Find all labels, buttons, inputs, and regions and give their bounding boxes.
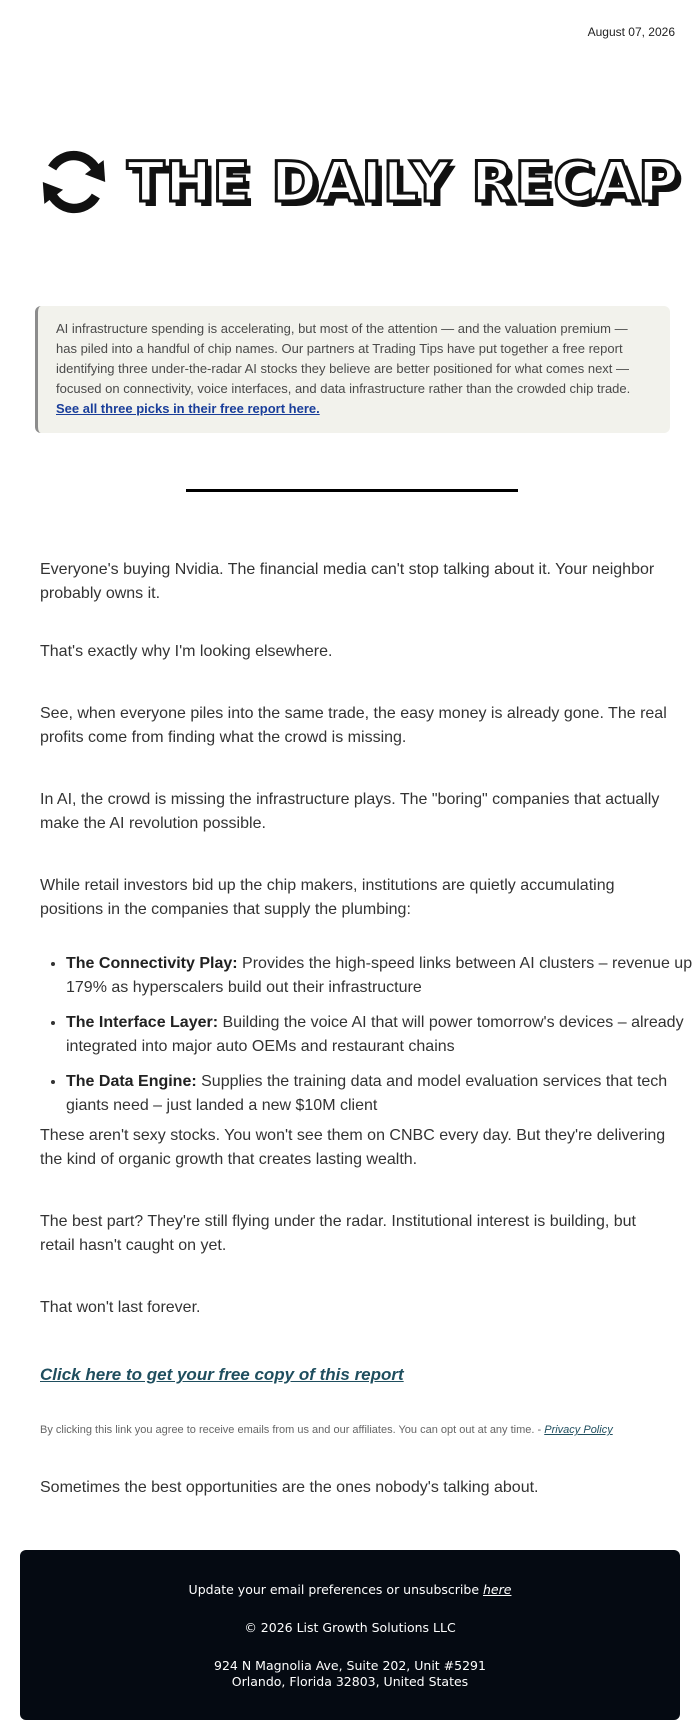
body-paragraph-5: While retail investors bid up the chip makers, institutions are quietly accumulating positions in the companies that supply the plumbing:: [40, 877, 615, 918]
disclaimer-text: By clicking this link you agree to receive emails from us and our affiliates. You can opt out at any time. -: [40, 1424, 545, 1436]
privacy-policy-link[interactable]: Privacy Policy: [544, 1424, 613, 1436]
list-item: [66, 1070, 696, 1118]
pick-description: Provides the high-speed links between AI clusters – revenue up 179% as hyperscalers build out their infrastructure: [66, 955, 693, 996]
pick-description: Building the voice AI that will power tomorrow's devices – already integrated into major auto OEMs and restaurant chains: [66, 1014, 684, 1055]
brand-wordmark: THE DAILY RECAP: [127, 149, 680, 214]
brand-logo[interactable]: [35, 142, 680, 222]
stock-picks-list: [40, 952, 696, 1129]
unsubscribe-link[interactable]: here: [483, 1582, 512, 1597]
body-paragraph-6: These aren't sexy stocks. You won't see them on CNBC every day. But they're delivering the kind of organic growth that creates lasting wealth.: [40, 1127, 666, 1168]
refresh-arrows-icon: [35, 143, 113, 221]
email-footer: [20, 1550, 680, 1720]
promo-text: AI infrastructure spending is accelerating, but most of the attention — and the valuation premium — has piled into a handful of chip names. Our partners at Trading Tips have put together a free report identifying three under-the-radar AI stocks they believe are better positioned for what comes next — focused on connectivity, voice interfaces, and data infrastructure rather than the crowded chip trade.: [56, 321, 631, 396]
free-report-cta-link[interactable]: Click here to get your free copy of this report: [40, 1365, 404, 1384]
body-paragraph-1: Everyone's buying Nvidia. The financial media can't stop talking about it. Your neighbor probably owns it.: [40, 561, 655, 602]
mailing-address: [20, 1658, 680, 1690]
email-date: August 07, 2026: [587, 25, 675, 39]
address-line-1: 924 N Magnolia Ave, Suite 202, Unit #5291: [214, 1658, 486, 1673]
body-paragraph-3: See, when everyone piles into the same trade, the easy money is already gone. The real profits come from finding what the crowd is missing.: [40, 705, 667, 746]
body-paragraph-4: In AI, the crowd is missing the infrastructure plays. The "boring" companies that actually make the AI revolution possible.: [40, 791, 660, 832]
body-paragraph-7: The best part? They're still flying under the radar. Institutional interest is building, but retail hasn't caught on yet.: [40, 1213, 636, 1254]
body-paragraph-2: That's exactly why I'm looking elsewhere.: [40, 643, 333, 660]
address-line-2: Orlando, Florida 32803, United States: [231, 1674, 469, 1689]
pick-title: The Connectivity Play:: [66, 955, 238, 972]
promo-report-link[interactable]: See all three picks in their free report here.: [56, 401, 320, 416]
body-paragraph-8: That won't last forever.: [40, 1299, 201, 1316]
list-item: [66, 1011, 696, 1059]
sponsored-promo-box: [35, 306, 670, 433]
email-preferences-line: [20, 1582, 680, 1597]
preferences-text: Update your email preferences or unsubscribe: [188, 1582, 483, 1597]
link-disclaimer: [40, 1424, 613, 1436]
copyright-text: © 2026 List Growth Solutions LLC: [244, 1620, 456, 1635]
section-divider: [186, 489, 518, 492]
closing-paragraph: Sometimes the best opportunities are the ones nobody's talking about.: [40, 1479, 539, 1496]
pick-title: The Interface Layer:: [66, 1014, 219, 1031]
pick-description: Supplies the training data and model evaluation services that tech giants need – just landed a new $10M client: [66, 1073, 668, 1114]
pick-title: The Data Engine:: [66, 1073, 197, 1090]
list-item: [66, 952, 696, 1000]
